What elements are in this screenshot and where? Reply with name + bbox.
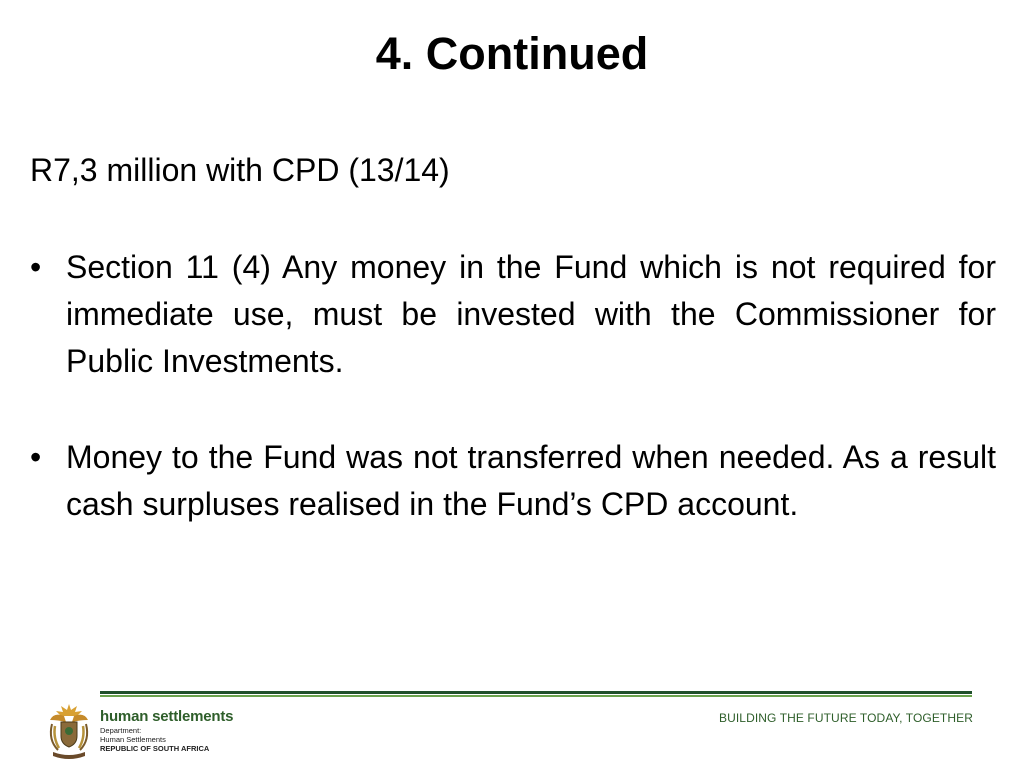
footer-brand <box>100 708 233 753</box>
footer-divider-accent <box>100 695 972 697</box>
slide-subheading: R7,3 million with CPD (13/14) <box>30 152 450 188</box>
department-line: Department: <box>100 726 142 735</box>
bullet-marker: • <box>30 439 42 475</box>
bullet-text: Section 11 (4) Any money in the Fund which is not required for immediate use, must be invested with the Commissioner for Public Investments. <box>66 249 996 379</box>
slide-title: 4. Continued <box>375 28 649 79</box>
bullet-item <box>30 244 996 385</box>
footer-tagline: BUILDING THE FUTURE TODAY, TOGETHER <box>719 711 973 725</box>
bullet-marker: • <box>30 249 42 285</box>
coat-of-arms-icon <box>44 700 94 762</box>
footer-divider <box>100 691 972 694</box>
brand-name: human settlements <box>100 708 234 725</box>
bullet-text: Money to the Fund was not transferred when needed. As a result cash surpluses realised in the Fund’s CPD account. <box>66 439 996 522</box>
department-name: Human Settlements <box>100 735 166 744</box>
bullet-item <box>30 434 996 528</box>
country-name: REPUBLIC OF SOUTH AFRICA <box>100 744 210 753</box>
